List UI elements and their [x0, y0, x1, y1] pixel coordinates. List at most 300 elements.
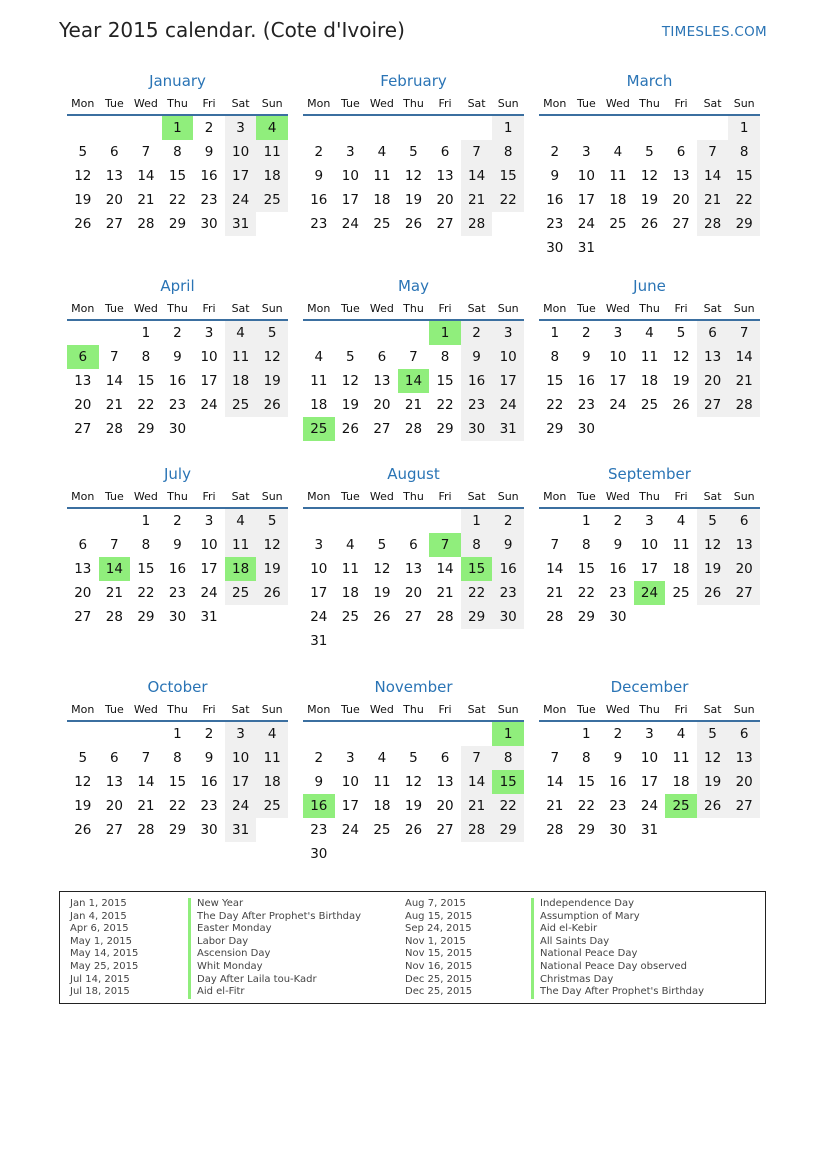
empty-cell	[335, 508, 367, 533]
day-cell: 5	[645, 144, 654, 160]
day-cell: 19	[373, 585, 391, 601]
day-cell: 22	[137, 585, 155, 601]
day-cell: 2	[314, 144, 324, 160]
day-cell: 10	[200, 537, 218, 553]
day-cell: 27	[672, 216, 690, 232]
day-cell: 11	[310, 373, 328, 389]
month-row	[67, 676, 760, 881]
empty-cell	[665, 417, 697, 441]
day-cell: 4	[377, 144, 387, 160]
weekday-header: Fri	[429, 92, 461, 115]
month-name: May	[397, 277, 429, 295]
brand-link[interactable]: TIMESLES.COM	[661, 24, 767, 40]
day-cell: 30	[310, 846, 328, 862]
day-cell: 17	[341, 798, 359, 814]
day-cell: 6	[440, 144, 450, 160]
day-cell: 12	[74, 774, 92, 790]
empty-cell	[602, 236, 634, 260]
weekday-header: Tue	[99, 297, 131, 320]
day-cell: 9	[173, 349, 182, 365]
day-cell: 6	[728, 721, 760, 746]
empty-cell	[335, 721, 367, 746]
empty-cell	[366, 320, 398, 345]
day-cell: 9	[204, 144, 214, 160]
day-cell: 2	[204, 120, 214, 136]
day-cell: 28	[728, 393, 760, 417]
empty-cell	[665, 605, 697, 629]
weekday-header: Sat	[697, 297, 729, 320]
legend-holiday-name: National Peace Day observed	[531, 961, 704, 974]
day-cell: 25	[341, 609, 359, 625]
weekday-header: Tue	[335, 698, 367, 721]
day-cell: 4	[225, 508, 257, 533]
day-cell: 22	[137, 397, 155, 413]
day-cell: 20	[728, 557, 760, 581]
day-cell: 1	[141, 325, 151, 341]
day-cell: 4	[676, 726, 686, 742]
weekday-header: Sun	[256, 92, 288, 115]
weekday-header: Tue	[335, 92, 367, 115]
weekday-header: Wed	[602, 698, 634, 721]
day-cell: 30	[200, 216, 218, 232]
weekday-header: Thu	[398, 485, 430, 508]
day-cell: 9	[582, 349, 591, 365]
day-cell: 20	[105, 192, 123, 208]
day-cell: 12	[341, 373, 359, 389]
day-cell: 11	[672, 537, 690, 553]
day-cell: 25	[665, 794, 697, 818]
day-cell: 21	[697, 188, 729, 212]
day-cell: 8	[728, 140, 760, 164]
empty-cell	[634, 236, 666, 260]
day-cell: 22	[546, 397, 564, 413]
day-cell: 27	[404, 609, 423, 625]
day-cell: 15	[168, 774, 187, 790]
day-cell: 28	[436, 609, 454, 625]
day-cell: 4	[256, 721, 288, 746]
day-cell: 30	[168, 421, 187, 437]
day-cell: 9	[204, 750, 214, 766]
day-cell: 26	[697, 794, 729, 818]
day-cell: 10	[341, 168, 359, 184]
weekday-header: Thu	[162, 698, 194, 721]
weekday-header: Sun	[256, 485, 288, 508]
legend-holiday-name: Whit Monday	[188, 961, 361, 974]
weekday-header: Thu	[398, 698, 430, 721]
day-cell: 19	[404, 798, 423, 814]
day-cell: 10	[341, 774, 359, 790]
empty-cell	[398, 115, 430, 140]
weekday-header: Sat	[461, 297, 493, 320]
day-cell: 6	[78, 537, 88, 553]
month-may	[303, 275, 524, 463]
day-cell: 19	[256, 369, 288, 393]
day-cell: 20	[74, 397, 92, 413]
day-cell: 25	[225, 581, 257, 605]
empty-cell	[429, 842, 461, 866]
day-cell: 18	[341, 585, 359, 601]
weekday-header: Sat	[225, 92, 257, 115]
weekday-header: Thu	[634, 698, 666, 721]
day-cell: 18	[373, 798, 391, 814]
day-cell: 27	[105, 216, 123, 232]
day-cell: 9	[613, 750, 623, 766]
day-cell: 6	[110, 750, 119, 766]
day-cell: 3	[645, 726, 654, 742]
weekday-header: Mon	[303, 698, 335, 721]
legend-date: Apr 6, 2015	[70, 923, 129, 935]
weekday-header: Thu	[162, 297, 194, 320]
day-cell: 18	[373, 192, 391, 208]
day-cell: 24	[200, 397, 218, 413]
legend-date: Jan 1, 2015	[70, 898, 127, 909]
day-cell: 17	[225, 770, 257, 794]
day-cell: 16	[577, 373, 595, 389]
day-cell: 20	[697, 369, 729, 393]
day-cell: 13	[105, 774, 123, 790]
day-cell: 24	[577, 216, 595, 232]
day-cell: 18	[256, 770, 288, 794]
weekday-header: Wed	[130, 698, 162, 721]
day-cell: 9	[173, 537, 182, 553]
day-cell: 15	[137, 561, 155, 577]
month-july	[67, 463, 288, 676]
weekday-header: Fri	[665, 698, 697, 721]
legend-date: Dec 25, 2015	[405, 973, 473, 985]
day-cell: 10	[225, 746, 257, 770]
day-cell: 26	[404, 216, 423, 232]
empty-cell	[492, 842, 524, 866]
day-cell: 17	[492, 369, 524, 393]
empty-cell	[398, 320, 430, 345]
day-cell: 11	[256, 140, 288, 164]
month-name: February	[380, 72, 447, 90]
day-cell: 17	[225, 164, 257, 188]
day-cell: 26	[404, 822, 423, 838]
day-cell: 27	[728, 794, 760, 818]
day-cell: 22	[728, 188, 760, 212]
legend-holiday-name: The Day After Prophet's Birthday	[188, 911, 361, 924]
empty-cell	[335, 842, 367, 866]
day-cell: 29	[577, 822, 595, 838]
legend-date: Nov 1, 2015	[405, 935, 466, 947]
legend-date: May 1, 2015	[70, 935, 133, 947]
day-cell: 16	[609, 774, 627, 790]
day-cell: 25	[303, 417, 335, 441]
weekday-header: Wed	[602, 92, 634, 115]
empty-cell	[99, 721, 131, 746]
day-cell: 11	[373, 168, 391, 184]
day-cell: 14	[728, 345, 760, 369]
empty-cell	[303, 508, 335, 533]
day-cell: 13	[697, 345, 729, 369]
empty-cell	[398, 842, 430, 866]
day-cell: 30	[168, 609, 187, 625]
legend-date: Aug 15, 2015	[405, 910, 473, 922]
calendar-grid	[67, 70, 760, 881]
legend-holiday-name: Aid el-Fitr	[188, 986, 361, 999]
day-cell: 7	[728, 320, 760, 345]
empty-cell	[99, 508, 131, 533]
day-cell: 27	[105, 822, 123, 838]
day-cell: 26	[341, 421, 359, 437]
empty-cell	[728, 605, 760, 629]
day-cell: 5	[676, 325, 686, 341]
day-cell: 12	[404, 168, 423, 184]
day-cell: 19	[74, 798, 92, 814]
day-cell: 25	[672, 585, 690, 601]
month-february	[303, 70, 524, 275]
day-cell: 2	[613, 726, 623, 742]
day-cell: 20	[74, 585, 92, 601]
day-cell: 29	[546, 421, 564, 437]
day-cell: 15	[168, 168, 187, 184]
month-name: August	[387, 465, 440, 483]
empty-cell	[366, 721, 398, 746]
day-cell: 19	[697, 770, 729, 794]
day-cell: 17	[640, 561, 659, 577]
day-cell: 4	[377, 750, 387, 766]
day-cell: 27	[373, 421, 391, 437]
day-cell: 14	[99, 557, 131, 581]
day-cell: 3	[346, 750, 355, 766]
legend-names-left	[188, 898, 361, 999]
empty-cell	[256, 212, 288, 236]
day-cell: 1	[162, 115, 194, 140]
day-cell: 29	[461, 605, 493, 629]
day-cell: 16	[492, 557, 524, 581]
empty-cell	[225, 417, 257, 441]
day-cell: 28	[105, 421, 123, 437]
weekday-header: Mon	[539, 92, 571, 115]
day-cell: 16	[546, 192, 564, 208]
day-cell: 18	[672, 561, 690, 577]
weekday-header: Mon	[67, 297, 99, 320]
day-cell: 3	[492, 320, 524, 345]
day-cell: 17	[640, 774, 659, 790]
empty-cell	[697, 236, 729, 260]
day-cell: 30	[577, 421, 595, 437]
day-cell: 5	[377, 537, 387, 553]
legend-date: Jul 14, 2015	[70, 973, 130, 985]
day-cell: 13	[74, 561, 92, 577]
day-cell: 3	[582, 144, 591, 160]
empty-cell	[335, 115, 367, 140]
day-cell: 3	[225, 115, 257, 140]
day-cell: 23	[200, 192, 218, 208]
day-cell: 10	[310, 561, 328, 577]
day-cell: 1	[582, 726, 591, 742]
day-cell: 4	[645, 325, 654, 341]
day-cell: 5	[78, 144, 88, 160]
weekday-header: Wed	[366, 297, 398, 320]
legend-dates-right	[405, 898, 472, 999]
day-cell: 23	[577, 397, 595, 413]
day-cell: 11	[225, 345, 257, 369]
weekday-header: Wed	[130, 92, 162, 115]
weekday-header: Fri	[665, 92, 697, 115]
day-cell: 28	[546, 822, 564, 838]
day-cell: 22	[436, 397, 454, 413]
day-cell: 9	[461, 345, 493, 369]
day-cell: 18	[225, 369, 257, 393]
day-cell: 15	[492, 770, 524, 794]
day-cell: 31	[225, 818, 257, 842]
day-cell: 7	[141, 750, 151, 766]
day-cell: 22	[461, 581, 493, 605]
day-cell: 31	[577, 240, 595, 256]
day-cell: 8	[173, 144, 182, 160]
day-cell: 7	[697, 140, 729, 164]
day-cell: 23	[609, 798, 627, 814]
day-cell: 18	[672, 774, 690, 790]
day-cell: 2	[550, 144, 560, 160]
empty-cell	[398, 629, 430, 653]
day-cell: 24	[225, 794, 257, 818]
day-cell: 22	[168, 798, 187, 814]
day-cell: 11	[225, 533, 257, 557]
weekday-header: Wed	[130, 485, 162, 508]
day-cell: 10	[225, 140, 257, 164]
day-cell: 14	[461, 164, 493, 188]
weekday-header: Sat	[697, 92, 729, 115]
day-cell: 8	[461, 533, 493, 557]
day-cell: 2	[461, 320, 493, 345]
weekday-header: Tue	[571, 698, 603, 721]
weekday-header: Thu	[634, 485, 666, 508]
weekday-header: Fri	[193, 485, 225, 508]
day-cell: 13	[436, 168, 454, 184]
weekday-header: Mon	[67, 698, 99, 721]
empty-cell	[193, 417, 225, 441]
empty-cell	[256, 605, 288, 629]
day-cell: 12	[256, 533, 288, 557]
empty-cell	[665, 236, 697, 260]
empty-cell	[335, 629, 367, 653]
empty-cell	[303, 721, 335, 746]
day-cell: 26	[373, 609, 391, 625]
legend-holiday-name: Ascension Day	[188, 948, 361, 961]
empty-cell	[429, 629, 461, 653]
day-cell: 28	[546, 609, 564, 625]
empty-cell	[303, 115, 335, 140]
day-cell: 18	[609, 192, 627, 208]
month-march	[539, 70, 760, 275]
day-cell: 10	[609, 349, 627, 365]
day-cell: 17	[341, 192, 359, 208]
day-cell: 14	[546, 774, 564, 790]
day-cell: 11	[256, 746, 288, 770]
day-cell: 3	[225, 721, 257, 746]
day-cell: 23	[310, 216, 328, 232]
day-cell: 15	[137, 373, 155, 389]
day-cell: 1	[582, 513, 591, 529]
empty-cell	[492, 629, 524, 653]
day-cell: 8	[550, 349, 560, 365]
empty-cell	[256, 417, 288, 441]
day-cell: 1	[429, 320, 461, 345]
day-cell: 28	[404, 421, 423, 437]
weekday-header: Wed	[130, 297, 162, 320]
empty-cell	[697, 818, 729, 842]
day-cell: 3	[613, 325, 623, 341]
empty-cell	[366, 508, 398, 533]
day-cell: 24	[634, 581, 666, 605]
day-cell: 26	[640, 216, 659, 232]
day-cell: 2	[204, 726, 214, 742]
day-cell: 23	[461, 393, 493, 417]
day-cell: 14	[105, 373, 123, 389]
day-cell: 21	[404, 397, 423, 413]
month-june	[539, 275, 760, 463]
day-cell: 27	[697, 393, 729, 417]
empty-cell	[539, 115, 571, 140]
page-title: Year 2015 calendar. (Cote d'Ivoire)	[59, 18, 405, 42]
day-cell: 31	[200, 609, 218, 625]
empty-cell	[697, 115, 729, 140]
day-cell: 16	[461, 369, 493, 393]
day-cell: 28	[137, 822, 155, 838]
day-cell: 8	[141, 349, 151, 365]
day-cell: 26	[256, 581, 288, 605]
day-cell: 6	[377, 349, 387, 365]
day-cell: 16	[200, 774, 218, 790]
empty-cell	[225, 605, 257, 629]
empty-cell	[602, 115, 634, 140]
empty-cell	[461, 629, 493, 653]
day-cell: 7	[409, 349, 418, 365]
day-cell: 24	[310, 609, 328, 625]
day-cell: 5	[256, 320, 288, 345]
day-cell: 30	[492, 605, 524, 629]
day-cell: 12	[74, 168, 92, 184]
day-cell: 17	[609, 373, 627, 389]
day-cell: 13	[728, 746, 760, 770]
legend-holiday-name: National Peace Day	[531, 948, 704, 961]
day-cell: 23	[310, 822, 328, 838]
month-october	[67, 676, 288, 881]
day-cell: 26	[697, 581, 729, 605]
empty-cell	[256, 818, 288, 842]
day-cell: 12	[373, 561, 391, 577]
month-december	[539, 676, 760, 881]
day-cell: 16	[310, 192, 328, 208]
day-cell: 26	[74, 822, 92, 838]
weekday-header: Sun	[256, 297, 288, 320]
day-cell: 22	[492, 188, 524, 212]
weekday-header: Sat	[461, 485, 493, 508]
day-cell: 29	[168, 822, 187, 838]
day-cell: 12	[256, 345, 288, 369]
day-cell: 31	[492, 417, 524, 441]
day-cell: 28	[461, 818, 493, 842]
legend-date: Jan 4, 2015	[70, 910, 127, 922]
weekday-header: Wed	[366, 92, 398, 115]
day-cell: 12	[697, 746, 729, 770]
legend-date: Nov 16, 2015	[405, 960, 473, 972]
day-cell: 31	[225, 212, 257, 236]
day-cell: 29	[137, 421, 155, 437]
day-cell: 29	[168, 216, 187, 232]
legend-holiday-name: The Day After Prophet's Birthday	[531, 986, 704, 999]
day-cell: 13	[373, 373, 391, 389]
day-cell: 15	[577, 561, 595, 577]
month-name: January	[149, 72, 206, 90]
weekday-header: Sun	[728, 485, 760, 508]
day-cell: 28	[697, 212, 729, 236]
weekday-header: Tue	[335, 297, 367, 320]
day-cell: 14	[697, 164, 729, 188]
